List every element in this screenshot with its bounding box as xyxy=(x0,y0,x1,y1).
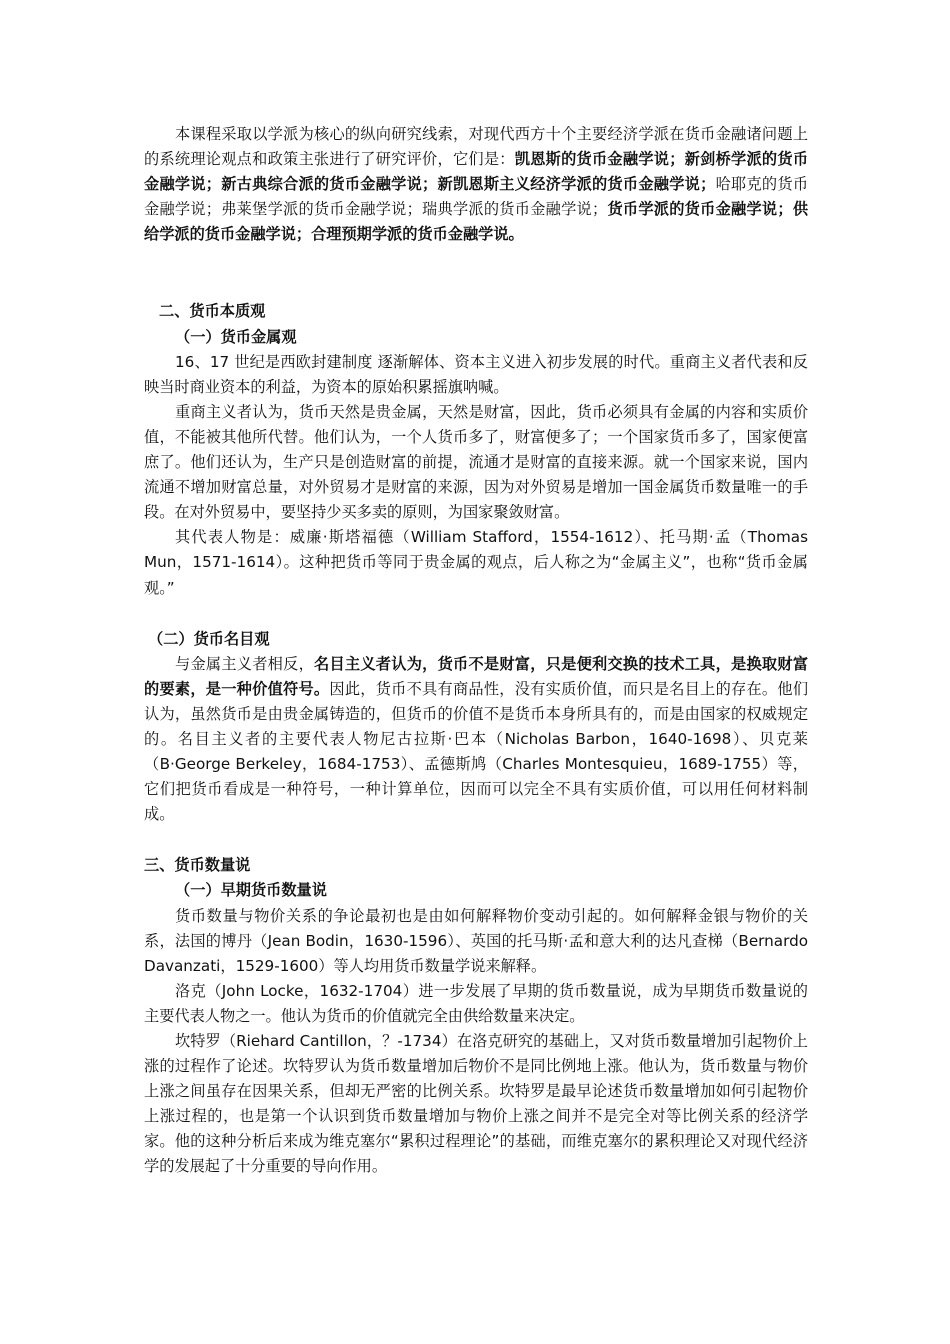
section-2-1-paragraph-3: 其代表人物是：威廉·斯塔福德（William Stafford，1554-1612）、托马期·孟（Thomas Mun，1571-1614）。这种把货币等同于贵金属的观点，后人称之为“金属主义”，也称“货币金属观。” xyxy=(144,528,808,597)
spacer xyxy=(144,247,808,299)
spacer xyxy=(144,827,808,853)
section-2-2-heading: （二）货币名目观 xyxy=(148,629,270,648)
section-2-1-paragraph-2: 重商主义者认为，货币天然是贵金属，天然是财富，因此，货币必须具有金属的内容和实质价值，不能被其他所代替。他们认为，一个人货币多了，财富便多了；一个国家货币多了，国家便富庶了。他们还认为，生产只是创造财富的前提，流通才是财富的直接来源。就一个国家来说，国内流通不增加财富总量，对外贸易才是财富的来源，因为对外贸易是增加一国金属货币数量唯一的手段。在对外贸易中，要坚持少买多卖的原则，为国家聚敛财富。 xyxy=(144,402,808,522)
section-2-heading: 二、货币本质观 xyxy=(159,302,266,321)
intro-text-2: 哈耶克的货币金融学说；弗莱堡学派的货币金融学说；瑞典学派的货币金融学说； xyxy=(144,175,809,219)
document-page xyxy=(144,122,808,1180)
section-3-1-paragraph-2: 洛克（John Locke，1632-1704）进一步发展了早期的货币数量说，成为早期货币数量说的主要代表人物之一。他认为货币的价值就完全由供给数量来决定。 xyxy=(144,981,808,1025)
intro-paragraph xyxy=(144,122,808,247)
section-2-1-paragraph-1: 16、17 世纪是西欧封建制度 逐渐解体、资本主义进入初步发展的时代。重商主义者代表和反映当时商业资本的利益，为资本的原始积累摇旗呐喊。 xyxy=(144,352,808,396)
section-3-heading: 三、货币数量说 xyxy=(144,856,251,875)
section-2-2-text-2: 因此，货币不具有商品性，没有实质价值，而只是名目上的存在。他们认为，虽然货币是由贵金属铸造的，但货币的价值不是货币本身所具有的，而是由国家的权威规定的。名目主义者的主要代表人物尼古拉斯·巴本（Nicholas Barbon，1640-1698）、贝克莱（B·George Berkeley，1684-1753）、孟德斯鸠（Charles Montesquieu，1689-1755）等，它们把货币看成是一种符号，一种计算单位，因而可以完全不具有实质价值，可以用任何材料制成。 xyxy=(144,679,809,824)
section-2-1-heading: （一）货币金属观 xyxy=(175,327,297,346)
section-2-2-paragraph xyxy=(144,652,808,828)
intro-text-1: 本课程采取以学派为核心的纵向研究线索，对现代西方十个主要经济学派在货币金融诸问题上的系统理论观点和政策主张进行了研究评价，它们是： xyxy=(144,125,808,169)
spacer xyxy=(144,601,808,627)
section-3-1-heading: （一）早期货币数量说 xyxy=(175,881,327,900)
section-2-2-text-1: 与金属主义者相反， xyxy=(175,654,315,673)
section-2-2-bold: 名目主义者认为，货币不是财富，只是便利交换的技术工具，是换取财富的要素，是一种价值符号。 xyxy=(144,654,809,698)
intro-bold-1: 凯恩斯的货币金融学说；新剑桥学派的货币金融学说；新古典综合派的货币金融学说；新凯恩斯主义经济学派的货币金融学说； xyxy=(144,150,809,194)
section-3-1-paragraph-3: 坎特罗（Riehard Cantillon，？-1734）在洛克研究的基础上，又对货币数量增加引起物价上涨的过程作了论述。坎特罗认为货币数量增加后物价不是同比例地上涨。他认为，货币数量与物价上涨之间虽存在因果关系，但却无严密的比例关系。坎特罗是最早论述货币数量增加如何引起物价上涨过程的，也是第一个认识到货币数量增加与物价上涨之间并不是完全对等比例关系的经济学家。他的这种分析后来成为维克塞尔“累积过程理论”的基础，而维克塞尔的累积理论又对现代经济学的发展起了十分重要的导向作用。 xyxy=(144,1032,808,1176)
intro-bold-2: 货币学派的货币金融学说；供给学派的货币金融学说；合理预期学派的货币金融学说。 xyxy=(144,200,809,244)
section-3-1-paragraph-1: 货币数量与物价关系的争论最初也是由如何解释物价变动引起的。如何解释金银与物价的关系，法国的博丹（Jean Bodin，1630-1596）、英国的托马斯·孟和意大利的达凡查梯（Bernardo Davanzati，1529-1600）等人均用货币数量学说来解释。 xyxy=(144,906,808,975)
